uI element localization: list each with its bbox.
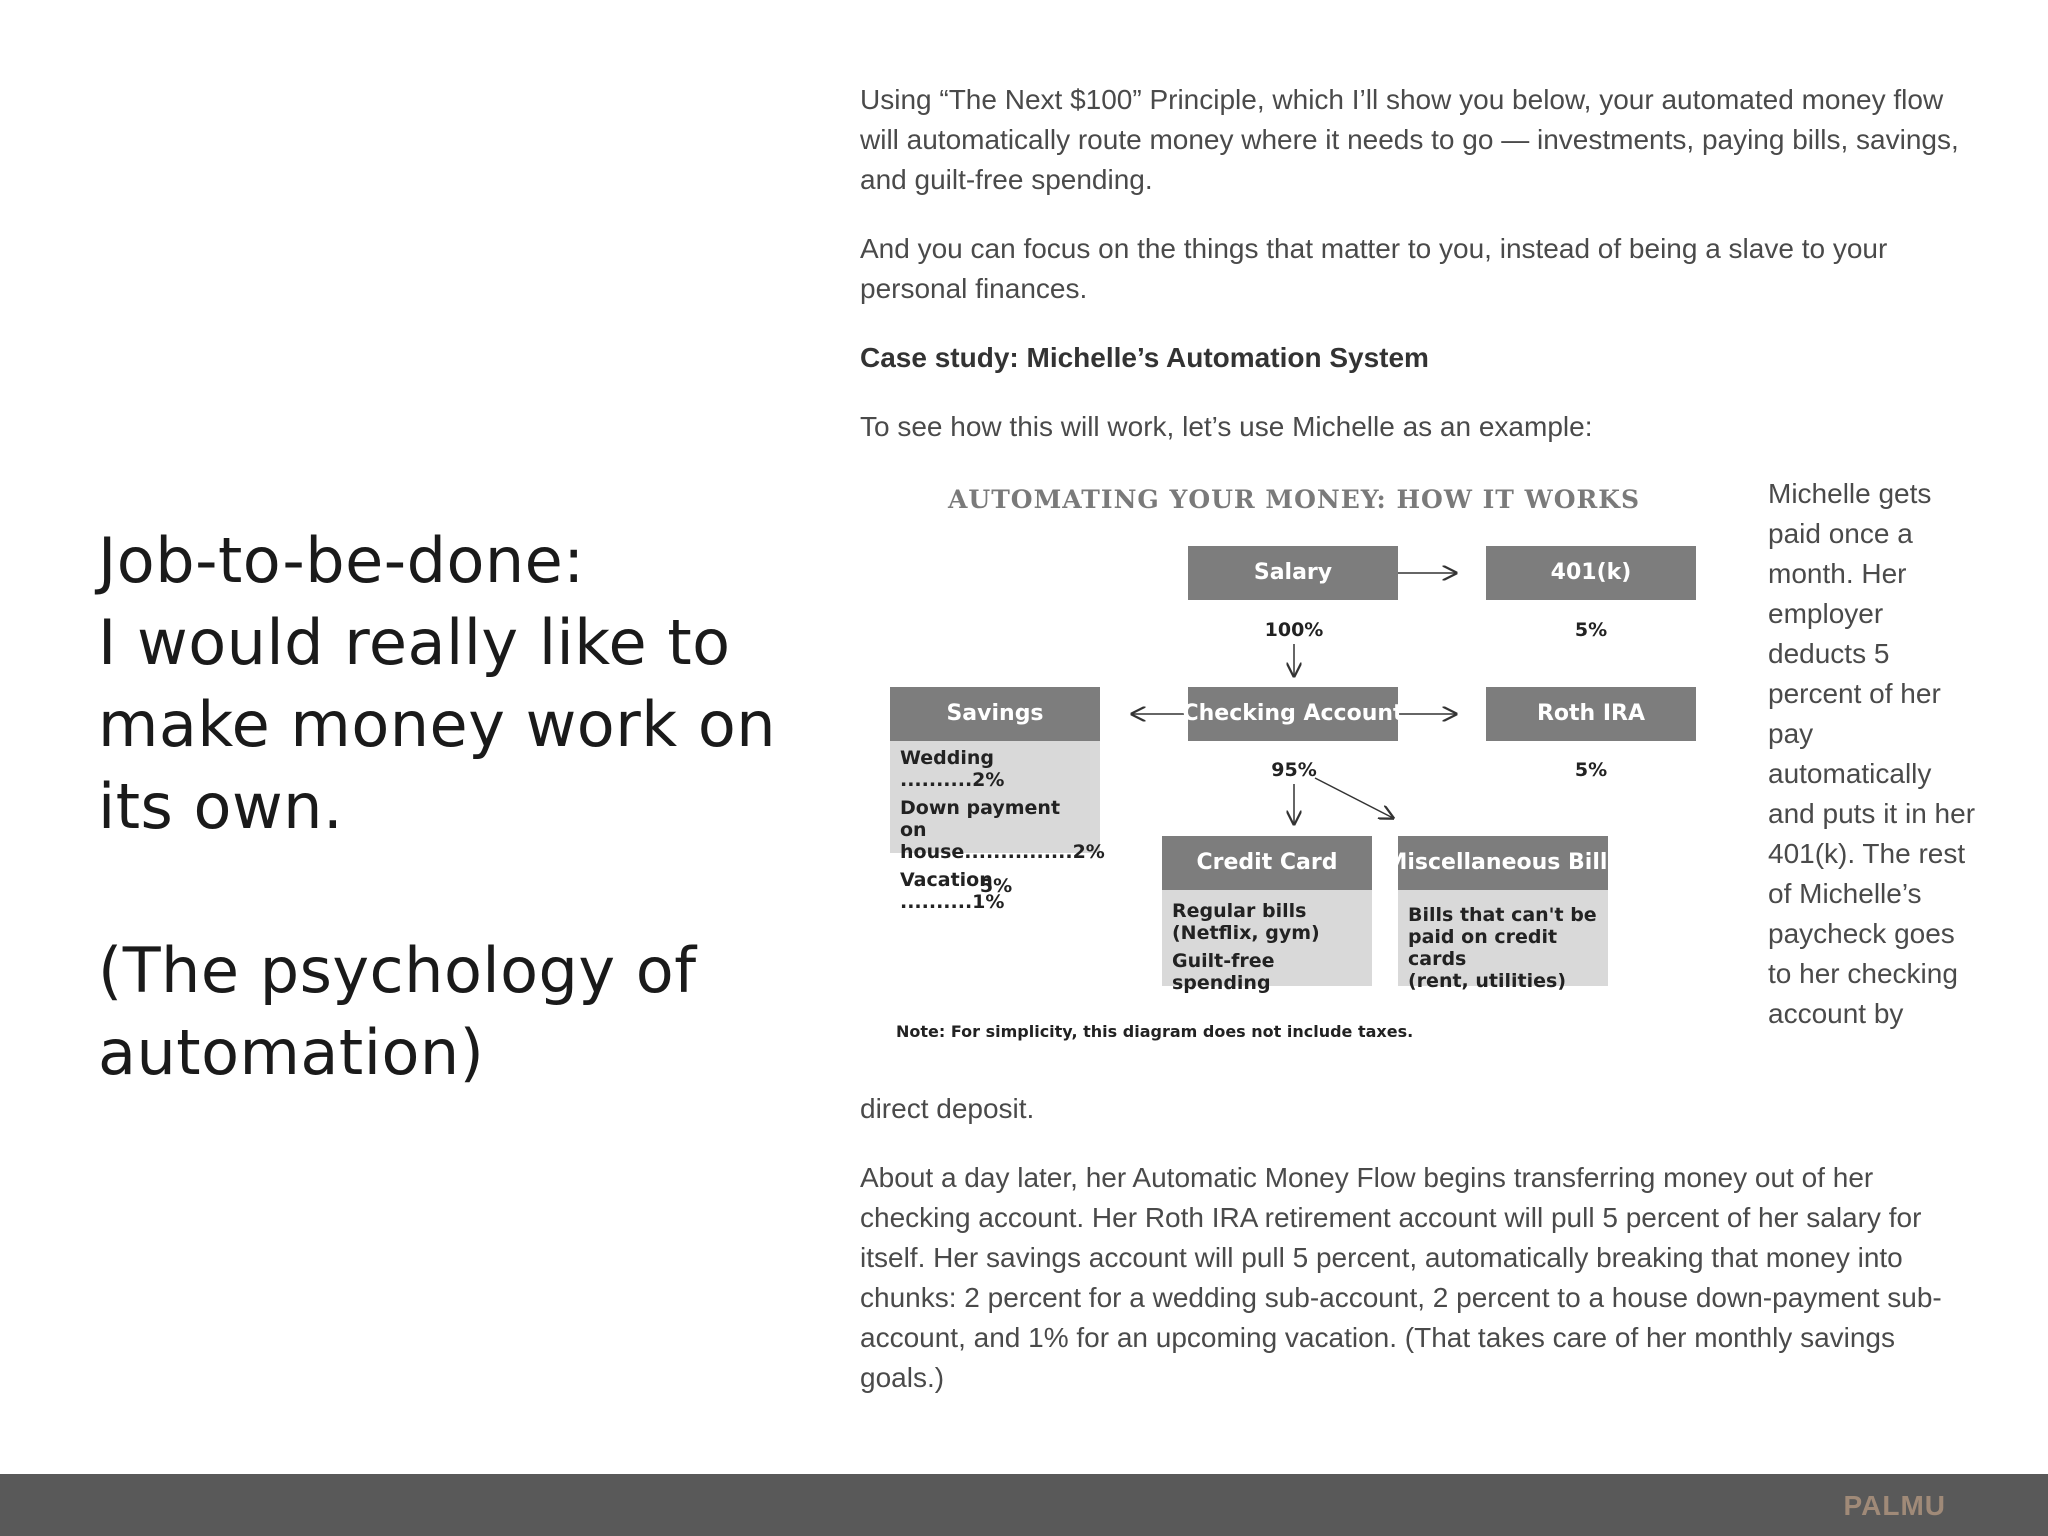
misc-line: (rent, utilities) (1408, 970, 1567, 992)
savings-wedding: Wedding ..........2% (900, 747, 1005, 791)
credit-line: (Netflix, gym) (1172, 922, 1320, 944)
salary-box: Salary (1188, 546, 1398, 600)
side-paragraph: Michelle gets paid once a month. Her employer deducts 5 percent of her pay automatically and puts it in her 401(k). The rest of Michelle’s paycheck goes to her checking account by (1768, 478, 1976, 1029)
brand-logo: PALMU (1843, 1490, 1946, 1521)
article-paragraph-continuation: direct deposit. (860, 1093, 1035, 1124)
slide-heading (98, 520, 798, 1094)
roth-pct: 5% (1574, 759, 1608, 781)
savings-pct: 5% (979, 875, 1013, 897)
article-paragraph: About a day later, her Automatic Money Flow begins transferring money out of her checking account. Her Roth IRA retirement account will pull 5 percent of her salary for itself. Her savings account will pull 5 percent, automatically breaking that money into chunks: 2 percent for a wedding sub-account, 2 percent to a house down-payment sub-account, and 1% for an upcoming vacation. (That takes care of her monthly savings goals.) (860, 1162, 1942, 1393)
heading-line: its own. (98, 770, 344, 843)
heading-line: Job-to-be-done: (98, 524, 585, 597)
money-flow-diagram (890, 474, 1660, 1074)
savings-vacation: Vacation ..........1% (900, 869, 1005, 913)
credit-card-details (1162, 890, 1372, 994)
salary-pct: 100% (1264, 619, 1324, 641)
misc-bills-box: Miscellaneous Bills (1398, 836, 1608, 890)
heading-line: automation) (98, 1016, 485, 1089)
diagram-note: Note: For simplicity, this diagram does not include taxes. (896, 1022, 1414, 1041)
spacer (98, 848, 798, 930)
credit-line: Guilt-free spending (1172, 950, 1275, 994)
savings-down-payment: Down payment on (900, 797, 1061, 841)
case-study-title: Case study: Michelle’s Automation System (860, 342, 1429, 373)
figure-row (860, 474, 1980, 1089)
diagram-title: AUTOMATING YOUR MONEY: HOW IT WORKS (948, 485, 1641, 514)
savings-house: house...............2% (900, 841, 1105, 863)
savings-breakdown (890, 741, 1105, 913)
credit-card-box: Credit Card (1162, 836, 1372, 890)
heading-line: I would really like to (98, 606, 731, 679)
checking-pct: 95% (1271, 759, 1317, 781)
article-paragraph: And you can focus on the things that matter to you, instead of being a slave to your personal finances. (860, 233, 1888, 304)
misc-line: Bills that can't be (1408, 904, 1597, 926)
401k-pct: 5% (1574, 619, 1608, 641)
article-paragraph: To see how this will work, let’s use Michelle as an example: (860, 411, 1593, 442)
misc-bills-details (1398, 890, 1608, 992)
heading-line: make money work on (98, 688, 777, 761)
article-paragraph: Using “The Next $100” Principle, which I’ll show you below, your automated money flow will automatically route money where it needs to go — investments, paying bills, savings, and guilt-free spending. (860, 84, 1959, 195)
401k-box: 401(k) (1486, 546, 1696, 600)
heading-line: (The psychology of (98, 934, 697, 1007)
article-excerpt (860, 80, 1980, 1427)
footer-bar (0, 1474, 2048, 1536)
roth-ira-box: Roth IRA (1486, 687, 1696, 741)
checking-account-box: Checking Account (1188, 687, 1398, 741)
credit-line: Regular bills (1172, 900, 1307, 922)
misc-line: paid on credit cards (1408, 926, 1558, 970)
savings-box: Savings (890, 687, 1100, 741)
